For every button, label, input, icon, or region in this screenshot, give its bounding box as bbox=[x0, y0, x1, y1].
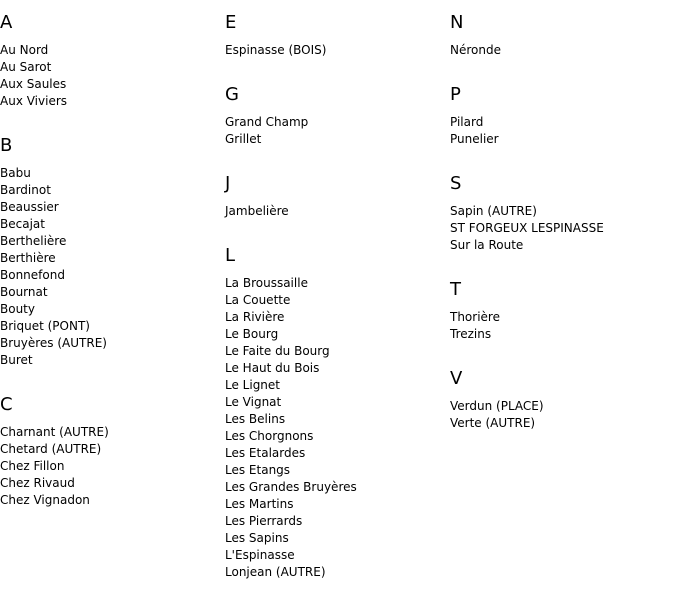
letter-group-v bbox=[450, 368, 604, 432]
place-link[interactable]: Sur la Route bbox=[450, 238, 524, 252]
place-link[interactable]: ST FORGEUX LESPINASSE bbox=[450, 221, 604, 235]
place-link[interactable]: Trezins bbox=[450, 327, 492, 341]
place-list bbox=[225, 42, 357, 59]
group-spacer bbox=[0, 110, 109, 123]
place-link[interactable]: Verdun (PLACE) bbox=[450, 399, 544, 413]
place-link[interactable]: Berthelière bbox=[0, 234, 67, 248]
place-link[interactable]: Chez Fillon bbox=[0, 459, 65, 473]
group-spacer bbox=[0, 369, 109, 382]
group-spacer bbox=[450, 343, 604, 356]
group-spacer bbox=[225, 220, 357, 233]
place-link[interactable]: Jambelière bbox=[225, 204, 289, 218]
letter-heading: A bbox=[0, 12, 13, 33]
place-link[interactable]: Chez Rivaud bbox=[0, 476, 75, 490]
group-spacer bbox=[450, 148, 604, 161]
letter-heading: B bbox=[0, 135, 13, 156]
letter-heading: E bbox=[225, 12, 237, 33]
place-link[interactable]: Bonnefond bbox=[0, 268, 65, 282]
place-link[interactable]: Le Lignet bbox=[225, 378, 281, 392]
place-link[interactable]: Verte (AUTRE) bbox=[450, 416, 536, 430]
letter-heading: N bbox=[450, 12, 464, 33]
place-link[interactable]: Grillet bbox=[225, 132, 262, 146]
column-1 bbox=[0, 0, 109, 509]
place-link[interactable]: Chez Vignadon bbox=[0, 493, 90, 507]
group-spacer bbox=[225, 59, 357, 72]
letter-heading: T bbox=[450, 279, 461, 300]
letter-group-e bbox=[225, 12, 357, 72]
place-link[interactable]: La Rivière bbox=[225, 310, 285, 324]
place-link[interactable]: Les Etalardes bbox=[225, 446, 306, 460]
letter-group-c bbox=[0, 394, 109, 509]
place-link[interactable]: Les Chorgnons bbox=[225, 429, 314, 443]
place-link[interactable]: Espinasse (BOIS) bbox=[225, 43, 327, 57]
place-list bbox=[450, 398, 604, 432]
place-link[interactable]: Berthière bbox=[0, 251, 56, 265]
place-link[interactable]: Les Pierrards bbox=[225, 514, 303, 528]
letter-heading: C bbox=[0, 394, 13, 415]
place-list bbox=[0, 424, 109, 509]
place-list bbox=[0, 165, 109, 369]
place-link[interactable]: Néronde bbox=[450, 43, 501, 57]
place-link[interactable]: Beaussier bbox=[0, 200, 59, 214]
place-list bbox=[0, 42, 109, 110]
place-link[interactable]: Aux Viviers bbox=[0, 94, 68, 108]
place-list bbox=[225, 275, 357, 581]
place-link[interactable]: Au Nord bbox=[0, 43, 49, 57]
letter-group-n bbox=[450, 12, 604, 72]
place-link[interactable]: Au Sarot bbox=[0, 60, 52, 74]
letter-group-p bbox=[450, 84, 604, 161]
letter-heading: P bbox=[450, 84, 461, 105]
letter-group-g bbox=[225, 84, 357, 161]
group-spacer bbox=[450, 254, 604, 267]
place-link[interactable]: Les Belins bbox=[225, 412, 286, 426]
place-link[interactable]: Becajat bbox=[0, 217, 45, 231]
place-link[interactable]: Babu bbox=[0, 166, 31, 180]
letter-heading: V bbox=[450, 368, 463, 389]
place-link[interactable]: Le Haut du Bois bbox=[225, 361, 320, 375]
letter-group-b bbox=[0, 135, 109, 382]
place-link[interactable]: Les Sapins bbox=[225, 531, 289, 545]
place-link[interactable]: Pilard bbox=[450, 115, 484, 129]
place-link[interactable]: Buret bbox=[0, 353, 33, 367]
letter-group-l bbox=[225, 245, 357, 581]
place-link[interactable]: Briquet (PONT) bbox=[0, 319, 90, 333]
place-list bbox=[450, 42, 604, 59]
place-link[interactable]: Bruyères (AUTRE) bbox=[0, 336, 107, 350]
place-link[interactable]: Le Bourg bbox=[225, 327, 279, 341]
place-link[interactable]: Chetard (AUTRE) bbox=[0, 442, 102, 456]
group-spacer bbox=[225, 148, 357, 161]
column-3 bbox=[450, 0, 604, 432]
place-link[interactable]: Grand Champ bbox=[225, 115, 309, 129]
place-list bbox=[450, 203, 604, 254]
place-link[interactable]: Punelier bbox=[450, 132, 499, 146]
place-link[interactable]: Bournat bbox=[0, 285, 48, 299]
place-link[interactable]: Sapin (AUTRE) bbox=[450, 204, 537, 218]
place-link[interactable]: La Broussaille bbox=[225, 276, 308, 290]
place-list bbox=[225, 203, 357, 220]
place-list bbox=[225, 114, 357, 148]
letter-heading: L bbox=[225, 245, 236, 266]
place-link[interactable]: Bouty bbox=[0, 302, 35, 316]
place-link[interactable]: Le Faite du Bourg bbox=[225, 344, 330, 358]
letter-group-a bbox=[0, 12, 109, 123]
place-link[interactable]: La Couette bbox=[225, 293, 291, 307]
letter-heading: G bbox=[225, 84, 239, 105]
place-link[interactable]: Thorière bbox=[450, 310, 500, 324]
place-list bbox=[450, 114, 604, 148]
letter-group-t bbox=[450, 279, 604, 356]
group-spacer bbox=[450, 59, 604, 72]
place-list bbox=[450, 309, 604, 343]
letter-group-j bbox=[225, 173, 357, 233]
letter-heading: J bbox=[225, 173, 231, 194]
place-link[interactable]: Les Grandes Bruyères bbox=[225, 480, 357, 494]
letter-heading: S bbox=[450, 173, 462, 194]
place-link[interactable]: Les Martins bbox=[225, 497, 294, 511]
place-link[interactable]: Les Etangs bbox=[225, 463, 291, 477]
place-link[interactable]: Le Vignat bbox=[225, 395, 282, 409]
place-link[interactable]: Bardinot bbox=[0, 183, 51, 197]
place-link[interactable]: Charnant (AUTRE) bbox=[0, 425, 109, 439]
place-link[interactable]: Lonjean (AUTRE) bbox=[225, 565, 326, 579]
place-link[interactable]: Aux Saules bbox=[0, 77, 67, 91]
place-link[interactable]: L'Espinasse bbox=[225, 548, 295, 562]
letter-group-s bbox=[450, 173, 604, 267]
column-2 bbox=[225, 0, 357, 581]
